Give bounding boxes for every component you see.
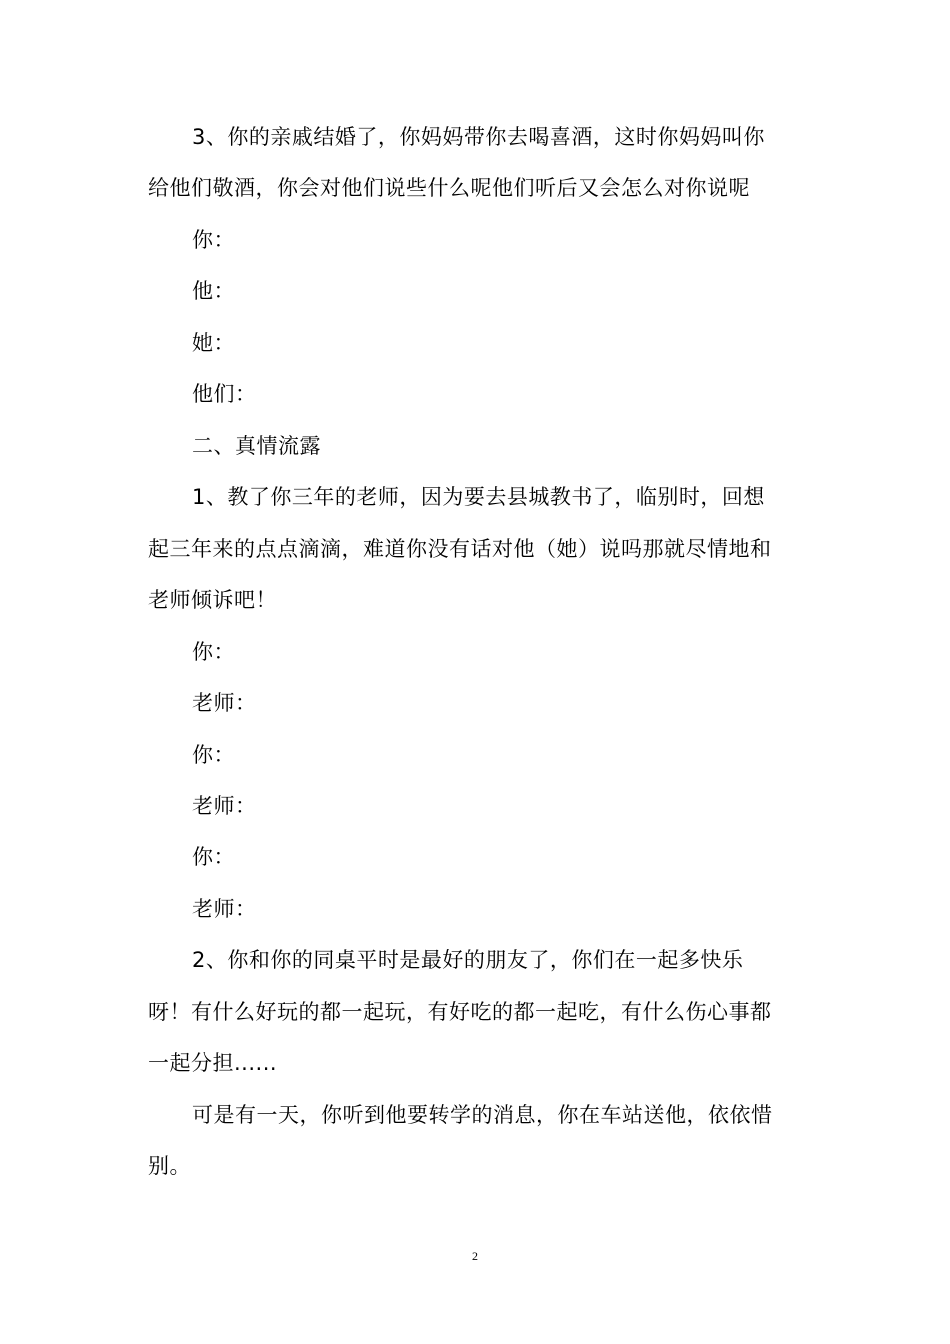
dialogue-she-label: 她：: [192, 331, 235, 355]
question-1-line-1: 1、教了你三年的老师，因为要去县城教书了，临别时，回想: [192, 485, 765, 509]
dialogue-teacher-label: 老师：: [192, 794, 257, 818]
dialogue-he-label: 他：: [192, 279, 235, 303]
dialogue-teacher-label: 老师：: [192, 691, 257, 715]
page-number: 2: [472, 1249, 478, 1263]
dialogue-they-label: 他们：: [192, 382, 257, 406]
question-2-line-2: 呀！有什么好玩的都一起玩，有好吃的都一起吃，有什么伤心事都: [148, 1000, 772, 1024]
question-2-line-3: 一起分担......: [148, 1051, 278, 1075]
paragraph-line-1: 可是有一天，你听到他要转学的消息，你在车站送他，依依惜: [192, 1103, 773, 1127]
dialogue-you-label: 你：: [192, 640, 235, 664]
question-1-line-2: 起三年来的点点滴滴，难道你没有话对他（她）说吗那就尽情地和: [148, 537, 772, 561]
dialogue-you-label: 你：: [192, 845, 235, 869]
dialogue-you-label: 你：: [192, 743, 235, 767]
paragraph-line-2: 别。: [148, 1154, 191, 1178]
question-1-line-3: 老师倾诉吧！: [148, 588, 277, 612]
section-heading: 二、真情流露: [192, 434, 321, 458]
question-3-line-1: 3、你的亲戚结婚了，你妈妈带你去喝喜酒，这时你妈妈叫你: [192, 125, 765, 149]
question-3-line-2: 给他们敬酒，你会对他们说些什么呢他们听后又会怎么对你说呢: [148, 176, 750, 200]
dialogue-teacher-label: 老师：: [192, 897, 257, 921]
dialogue-you-label: 你：: [192, 228, 235, 252]
question-2-line-1: 2、你和你的同桌平时是最好的朋友了，你们在一起多快乐: [192, 948, 744, 972]
